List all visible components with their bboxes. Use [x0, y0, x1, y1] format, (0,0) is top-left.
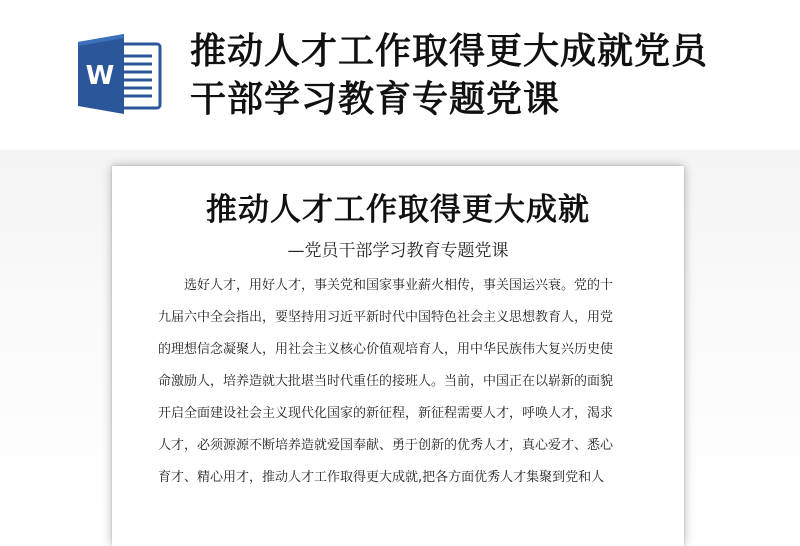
- body-line: 九届六中全会指出，要坚持用习近平新时代中国特色社会主义思想教育人，用党: [158, 310, 614, 325]
- body-line: 育才、精心用才，推动人才工作取得更大成就,把各方面优秀人才集聚到党和人: [158, 470, 605, 485]
- body-line: 人才，必须源源不断培养造就爱国奉献、勇于创新的优秀人才，真心爱才、悉心: [158, 438, 614, 453]
- document-page: [112, 166, 684, 546]
- body-line: 的理想信念凝聚人，用社会主义核心价值观培育人，用中华民族伟大复兴历史使: [158, 342, 614, 357]
- word-icon-letter: W: [85, 61, 115, 91]
- banner: [0, 0, 800, 150]
- body-line: 开启全面建设社会主义现代化国家的新征程，新征程需要人才，呼唤人才，渴求: [158, 406, 614, 421]
- document-subtitle: —党员干部学习教育专题党课: [287, 241, 509, 261]
- banner-title-line-1: 推动人才工作取得更大成就党员: [190, 31, 709, 72]
- body-line: 命激励人，培养造就大批堪当时代重任的接班人。当前，中国正在以崭新的面貌: [158, 374, 614, 389]
- body-line: 选好人才，用好人才，事关党和国家事业薪火相传，事关国运兴衰。党的十: [184, 278, 614, 293]
- document-body: [158, 270, 644, 494]
- word-doc-icon: [76, 34, 164, 114]
- document-title: 推动人才工作取得更大成就: [206, 192, 590, 228]
- banner-title: [190, 28, 790, 124]
- banner-title-line-2: 干部学习教育专题党课: [190, 79, 561, 120]
